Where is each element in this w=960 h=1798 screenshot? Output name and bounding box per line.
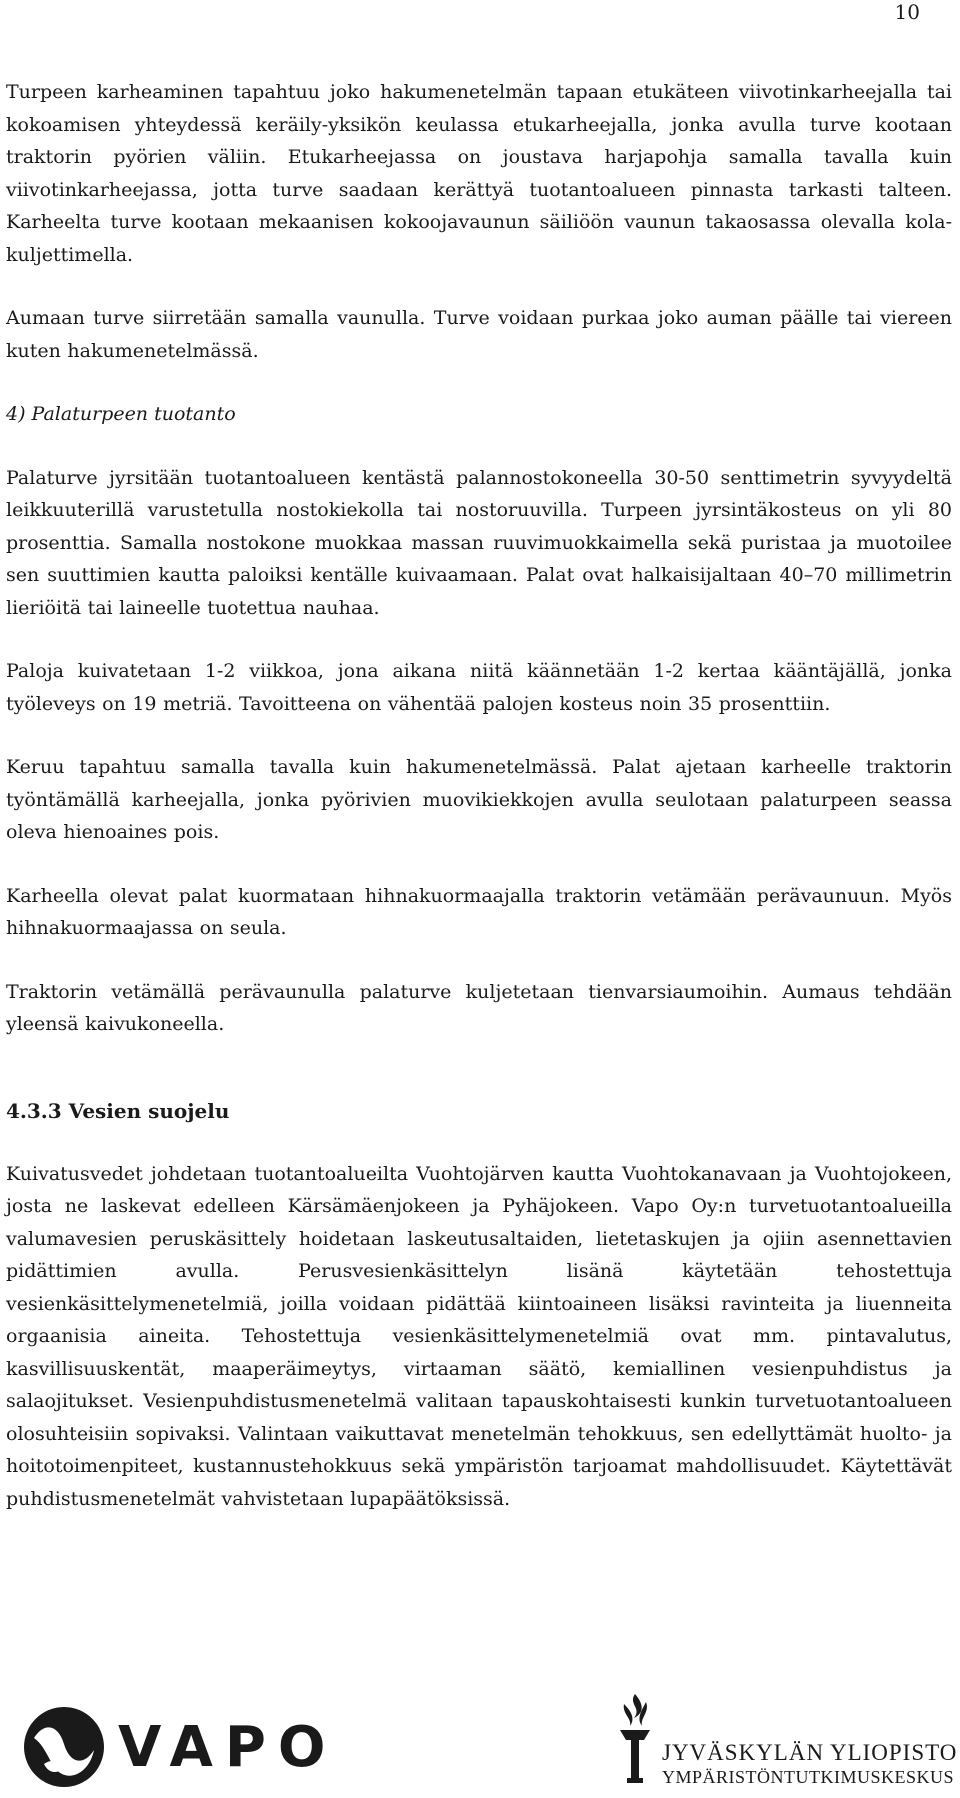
torch-icon xyxy=(612,1690,658,1786)
research-unit-name: YMPÄRISTÖNTUTKIMUSKESKUS xyxy=(662,1767,955,1787)
page-footer xyxy=(0,1690,960,1798)
document-body xyxy=(6,76,952,1515)
jyu-logo xyxy=(612,1690,958,1790)
paragraph: Karheella olevat palat kuormataan hihnakuormaajalla traktorin vetämään perävaunuun. Myös hihnakuormaajassa on seula. xyxy=(6,884,952,939)
paragraph: Kuivatusvedet johdetaan tuotantoalueilta Vuohtojärven kautta Vuohtokanavaan ja Vuohtojokeen, josta ne laskevat edelleen Kärsämäenjokeen ja Pyhäjokeen. Vapo Oy:n turvetuotantoalueilla valumavesien peruskäsittely hoidetaan laskeutusaltaiden, lietetaskujen ja ojiin asennettavien pidättimien avulla. Perusvesienkäsittelyn lisänä käytetään tehostettuja vesienkäsittelymenetelmiä, joilla voidaan pidättää kiintoaineen lisäksi ravinteita ja liuenneita orgaanisia aineita. Tehostettuja vesienkäsittelymenetelmiä ovat mm. pintavalutus, kasvillisuuskentät, maaperäimeytys, virtaaman säätö, kemiallinen vesienpuhdistus ja salaojitukset. Vesienpuhdistusmenetelmä valitaan tapauskohtaisesti kunkin turvetuotantoalueen olosuhteisiin sopivaksi. Valintaan vaikuttavat menetelmän tehokkuus, sen edellyttämät huolto- ja hoitotoimenpiteet, kustannustehokkuus sekä ympäristön tarjoamat mahdollisuudet. Käytettävät puhdistusmenetelmät vahvistetaan lupapäätöksissä. xyxy=(6,1162,952,1510)
paragraph: Turpeen karheaminen tapahtuu joko hakumenetelmän tapaan etukäteen viivotinkarheejalla tai kokoamisen yhteydessä keräily-yksikön keulassa etukarheejalla, jonka avulla turve kootaan traktorin pyörien väliin. Etukarheejassa on joustava harjapohja samalla tavalla kuin viivotinkarheejassa, jotta turve saadaan kerättyä tuotantoalueen pinnasta tarkasti talteen. Karheelta turve kootaan mekaanisen kokoojavaunun säiliöön vaunun takaosassa olevalla kola-kuljettimella. xyxy=(6,81,952,266)
vapo-emblem-icon xyxy=(18,1704,110,1790)
vapo-logo xyxy=(18,1704,338,1790)
paragraph: Aumaan turve siirretään samalla vaunulla. Turve voidaan purkaa joko auman päälle tai viereen kuten hakumenetelmässä. xyxy=(6,307,952,362)
paragraph: Paloja kuivatetaan 1-2 viikkoa, jona aikana niitä käännetään 1-2 kertaa kääntäjällä, jonka työleveys on 19 metriä. Tavoitteena on vähentää palojen kosteus noin 35 prosenttiin. xyxy=(6,660,952,715)
subheading: 4) Palaturpeen tuotanto xyxy=(6,403,236,425)
vapo-wordmark: VAPO xyxy=(118,1715,338,1780)
paragraph: Traktorin vetämällä perävaunulla palaturve kuljetetaan tienvarsiaumoihin. Aumaus tehdään yleensä kaivukoneella. xyxy=(6,980,952,1035)
paragraph: Palaturve jyrsitään tuotantoalueen kentästä palannostokoneella 30-50 senttimetrin syvyydeltä leikkuuterillä varustetulla nostokiekolla tai nostoruuvilla. Turpeen jyrsintäkosteus on yli 80 prosenttia. Samalla nostokone muokkaa massan ruuvimuokkaimella sekä puristaa ja muotoilee sen suuttimien kautta paloiksi kentälle kuivaamaan. Palat ovat halkaisijaltaan 40–70 millimetrin lieriöitä tai laineelle tuotettua nauhaa. xyxy=(6,466,952,619)
page-number: 10 xyxy=(894,0,920,24)
paragraph: Keruu tapahtuu samalla tavalla kuin hakumenetelmässä. Palat ajetaan karheelle traktorin työntämällä karheejalla, jonka pyörivien muovikiekkojen avulla seulotaan palaturpeen seassa oleva hienoaines pois. xyxy=(6,756,952,843)
section-title: 4.3.3 Vesien suojelu xyxy=(6,1098,230,1123)
university-name: JYVÄSKYLÄN YLIOPISTO xyxy=(662,1740,958,1765)
